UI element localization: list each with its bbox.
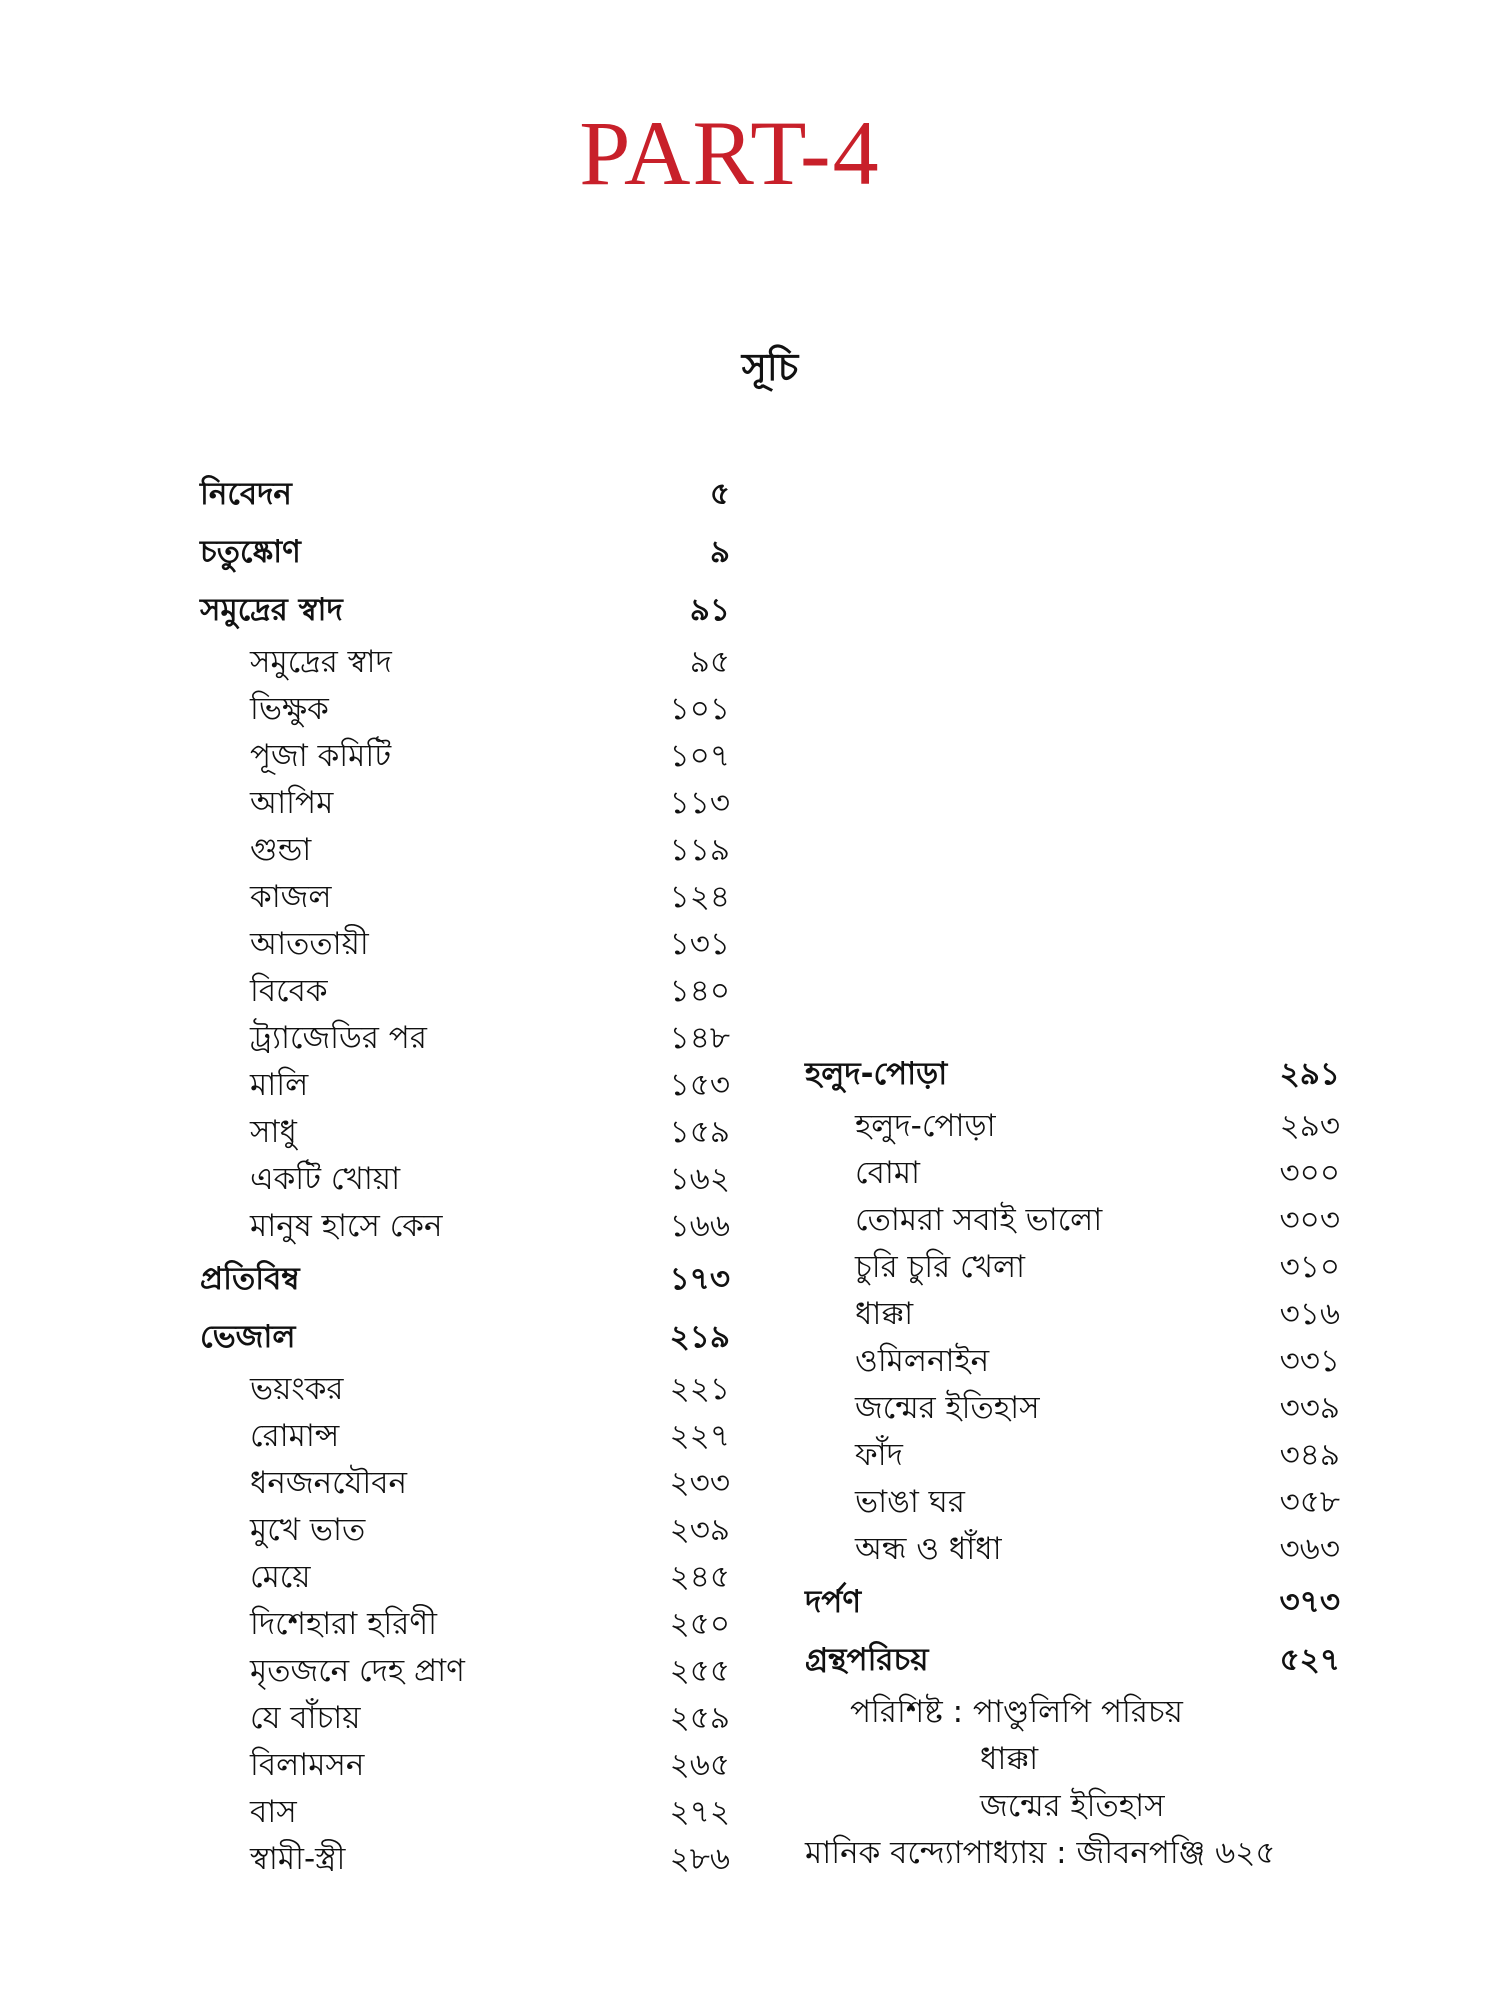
toc-entry-title: আততায়ী: [250, 926, 369, 962]
toc-entry-title: বিলামসন: [250, 1747, 365, 1783]
toc-entry-title: ভাঙা ঘর: [855, 1484, 965, 1520]
toc-entry: [200, 1836, 730, 1883]
toc-entry-title: সমুদ্রের স্বাদ: [200, 592, 343, 628]
toc-entry-title: দিশেহারা হরিণী: [250, 1606, 437, 1642]
toc-entry-page: ৯৫: [689, 644, 730, 680]
toc-entry: [200, 1695, 730, 1742]
toc-entry-title: বিবেক: [250, 973, 328, 1009]
toc-entry: [805, 1631, 1340, 1689]
toc-entry-title: স্বামী-স্ত্রী: [250, 1841, 346, 1877]
toc-entry-title: হলুদ-পোড়া: [805, 1056, 948, 1092]
toc-entry-page: ২৩৩: [669, 1465, 730, 1501]
toc-entry-title: ফাঁদ: [855, 1437, 903, 1473]
toc-entry-title: গ্রন্থপরিচয়: [805, 1642, 929, 1678]
toc-entry-title: তোমরা সবাই ভালো: [855, 1202, 1103, 1238]
toc-entry-page: ২১৯: [669, 1319, 730, 1355]
toc-entry: [200, 1460, 730, 1507]
toc-entry-title: চুরি চুরি খেলা: [855, 1249, 1026, 1285]
toc-entry: [200, 733, 730, 780]
toc-entry-title: মালি: [250, 1067, 309, 1103]
toc-entry-title: অন্ধ ও ধাঁধা: [855, 1531, 1002, 1567]
toc-entry: [200, 1601, 730, 1648]
toc-entry-page: ২৩৯: [669, 1512, 730, 1548]
toc-entry-title: সাধু: [250, 1114, 297, 1150]
toc-entry: [200, 1062, 730, 1109]
toc-entry: [805, 1479, 1340, 1526]
toc-entry: [200, 581, 730, 639]
toc-entry-title: প্রতিবিম্ব: [200, 1261, 300, 1297]
toc-entry-title: চতুষ্কোণ: [200, 534, 301, 570]
toc-entry-page: ৩০০: [1279, 1155, 1340, 1191]
toc-entry-title: জন্মের ইতিহাস: [855, 1390, 1040, 1426]
toc-entry: [805, 1150, 1340, 1197]
toc-entry-title: ধনজনযৌবন: [250, 1465, 408, 1501]
toc-entry-page: ২৮৬: [669, 1841, 730, 1877]
toc-entry-title: পরিশিষ্ট : পাণ্ডুলিপি পরিচয়: [850, 1694, 1183, 1730]
toc-entry: [200, 1648, 730, 1695]
toc-entry: [200, 1308, 730, 1366]
toc-entry: [805, 1432, 1340, 1479]
toc-entry-title: মানুষ হাসে কেন: [250, 1208, 443, 1244]
toc-entry-page: ২৫০: [669, 1606, 730, 1642]
toc-entry-page: ২২৭: [669, 1418, 730, 1454]
toc-entry-page: ১৪৮: [669, 1020, 730, 1056]
toc-entry-page: ১৫৩: [669, 1067, 730, 1103]
toc-entry: [805, 1783, 1340, 1830]
toc-entry-title: পূজা কমিটি: [250, 738, 392, 774]
toc-entry-page: ১৭৩: [669, 1261, 730, 1297]
toc-entry: [200, 921, 730, 968]
toc-entry-title: ভয়ংকর: [250, 1371, 344, 1407]
toc-entry: [805, 1830, 1340, 1877]
toc-entry-title: মৃতজনে দেহ প্রাণ: [250, 1653, 465, 1689]
toc-entry-page: ২৯৩: [1279, 1108, 1340, 1144]
toc-entry: [200, 874, 730, 921]
toc-entry-title: বোমা: [855, 1155, 921, 1191]
toc-entry-title: ওমিলনাইন: [855, 1343, 990, 1379]
toc-entry: [805, 1385, 1340, 1432]
toc-entry-page: ২২১: [669, 1371, 730, 1407]
toc-entry: [805, 1045, 1340, 1103]
toc-entry-title: মেয়ে: [250, 1559, 311, 1595]
toc-entry: [805, 1291, 1340, 1338]
toc-entry-page: ১৬২: [669, 1161, 730, 1197]
toc-entry-page: ৩৩১: [1279, 1343, 1340, 1379]
toc-entry: [200, 639, 730, 686]
toc-entry-title: যে বাঁচায়: [250, 1700, 361, 1736]
toc-entry: [200, 1413, 730, 1460]
toc-entry: [805, 1103, 1340, 1150]
toc-entry: [200, 827, 730, 874]
toc-entry-page: ১৪০: [669, 973, 730, 1009]
toc-entry: [200, 1250, 730, 1308]
toc-entry: [200, 1507, 730, 1554]
toc-entry-page: ৩৪৯: [1279, 1437, 1340, 1473]
toc-entry-page: ১৩১: [669, 926, 730, 962]
toc-entry: [805, 1244, 1340, 1291]
toc-entry: [200, 1742, 730, 1789]
toc-entry-page: ২৯১: [1279, 1056, 1340, 1092]
toc-entry: [805, 1197, 1340, 1244]
toc-entry-page: ৫: [709, 476, 730, 512]
toc-entry: [200, 1109, 730, 1156]
toc-entry: [200, 1015, 730, 1062]
toc-entry-title: রোমান্স: [250, 1418, 340, 1454]
part-title: PART-4: [579, 102, 881, 204]
toc-entry-page: ১১৩: [669, 785, 730, 821]
toc-entry-page: ৩৬৩: [1279, 1531, 1340, 1567]
toc-entry-title: কাজল: [250, 879, 332, 915]
toc-entry-page: ১০৭: [669, 738, 730, 774]
toc-entry: [200, 1789, 730, 1836]
toc-entry: [805, 1338, 1340, 1385]
toc-entry-title: নিবেদন: [200, 476, 292, 512]
toc-entry-page: ২৪৫: [669, 1559, 730, 1595]
toc-entry-page: ২৭২: [669, 1794, 730, 1830]
toc-entry-title: দর্পণ: [805, 1584, 862, 1620]
toc-entry-title: আপিম: [250, 785, 334, 821]
toc-entry: [200, 1156, 730, 1203]
toc-entry-page: ২৫৫: [669, 1653, 730, 1689]
toc-entry-title: জন্মের ইতিহাস: [980, 1788, 1165, 1824]
toc-entry: [200, 1203, 730, 1250]
toc-entry-title: মুখে ভাত: [250, 1512, 366, 1548]
toc-entry-title: ধাক্কা: [855, 1296, 914, 1332]
toc-heading: সূচি: [741, 345, 799, 389]
toc-entry-page: ৩০৩: [1279, 1202, 1340, 1238]
toc-entry: [200, 968, 730, 1015]
toc-entry-page: ৯: [709, 534, 730, 570]
toc-entry-page: ১০১: [669, 691, 730, 727]
toc-entry-page: ৯১: [689, 592, 730, 628]
toc-entry: [805, 1573, 1340, 1631]
toc-entry: [200, 780, 730, 827]
toc-entry-title: ধাক্কা: [980, 1741, 1039, 1777]
toc-entry: [805, 1689, 1340, 1736]
toc-entry-title: হলুদ-পোড়া: [855, 1108, 996, 1144]
toc-entry-title: ট্র্যাজেডির পর: [250, 1020, 427, 1056]
toc-entry-page: ১১৯: [669, 832, 730, 868]
toc-entry-page: ২৬৫: [669, 1747, 730, 1783]
toc-entry-page: ১৬৬: [669, 1208, 730, 1244]
toc-entry: [200, 523, 730, 581]
toc-entry-title: বাস: [250, 1794, 297, 1830]
toc-entry-title: ভেজাল: [200, 1319, 296, 1355]
toc-entry: [805, 1736, 1340, 1783]
toc-entry: [200, 465, 730, 523]
toc-entry-page: ৫২৭: [1279, 1642, 1340, 1678]
toc-entry-page: ৩৭৩: [1279, 1584, 1340, 1620]
toc-entry-title: গুন্ডা: [250, 832, 312, 868]
toc-entry-title: সমুদ্রের স্বাদ: [250, 644, 392, 680]
toc-entry-page: ১৫৯: [669, 1114, 730, 1150]
toc-entry: [805, 1526, 1340, 1573]
toc-entry: [200, 686, 730, 733]
toc-entry-page: ৩১৬: [1279, 1296, 1340, 1332]
toc-right-column: [805, 1045, 1340, 1877]
toc-entry-title: ভিক্ষুক: [250, 691, 329, 727]
toc-entry: [200, 1366, 730, 1413]
toc-entry-title: একটি খোয়া: [250, 1161, 401, 1197]
toc-entry-page: ৩৩৯: [1279, 1390, 1340, 1426]
toc-entry-page: ২৫৯: [669, 1700, 730, 1736]
toc-entry-page: ৩৫৮: [1279, 1484, 1340, 1520]
toc-left-column: [200, 465, 730, 1883]
toc-entry-page: ৩১০: [1279, 1249, 1340, 1285]
toc-entry-title: মানিক বন্দ্যোপাধ্যায় : জীবনপঞ্জি ৬২৫: [805, 1835, 1276, 1871]
toc-entry-page: ১২৪: [669, 879, 730, 915]
toc-entry: [200, 1554, 730, 1601]
